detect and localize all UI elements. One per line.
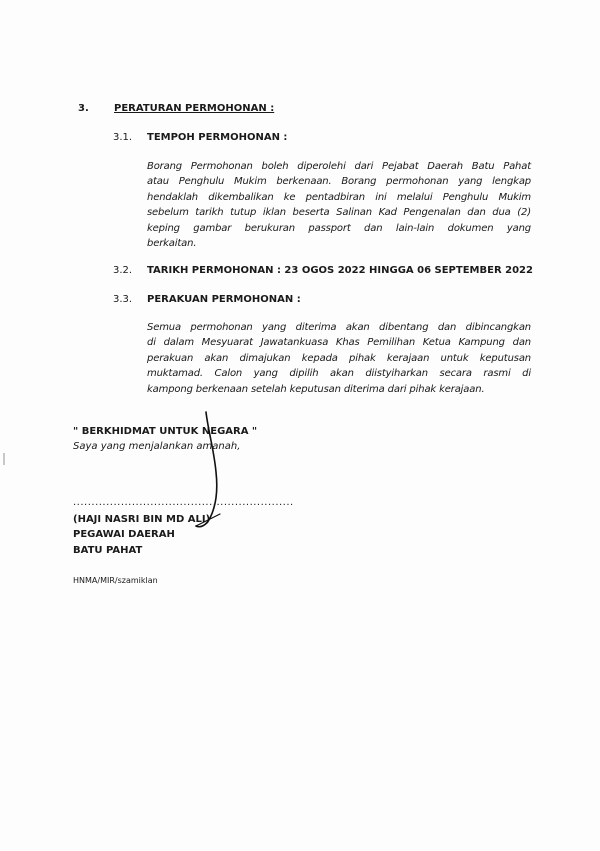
subsection-title-3-2: TARIKH PERMOHONAN : 23 OGOS 2022 HINGGA 06 SEPTEMBER 2022: [147, 265, 533, 276]
slogan: " BERKHIDMAT UNTUK NEGARA ": [73, 426, 258, 437]
scan-edge-mark: [3, 453, 5, 465]
paragraph-line: hendaklah dikembalikan ke pentadbiran ini melalui Penghulu Mukim: [147, 191, 531, 203]
handwritten-signature: [190, 410, 230, 540]
sign-off: Saya yang menjalankan amanah,: [73, 441, 241, 452]
signatory-name: (HAJI NASRI BIN MD ALI): [73, 514, 211, 525]
paragraph-line: atau Penghulu Mukim berkenaan. Borang permohonan yang lengkap: [147, 176, 531, 188]
paragraph-line: muktamad. Calon yang dipilih akan diistyiharkan secara rasmi di: [147, 368, 531, 380]
signatory-title: PEGAWAI DAERAH: [73, 529, 175, 540]
subsection-title-3-1: TEMPOH PERMOHONAN :: [147, 132, 288, 143]
signature-line: ............................................................: [73, 497, 294, 508]
section-number: 3.: [78, 103, 89, 114]
paragraph-line: kampong berkenaan setelah keputusan diterima dari pihak kerajaan.: [147, 383, 485, 395]
reference-code: HNMA/MIR/szamiklan: [73, 576, 158, 585]
paragraph-line: sebelum tarikh tutup iklan beserta Salinan Kad Pengenalan dan dua (2): [147, 207, 531, 219]
paragraph-line: perakuan akan dimajukan kepada pihak kerajaan untuk keputusan: [147, 352, 531, 364]
subsection-number-3-2: 3.2.: [113, 265, 133, 276]
signatory-place: BATU PAHAT: [73, 545, 143, 556]
paragraph-line: keping gambar berukuran passport dan lain-lain dokumen yang: [147, 222, 531, 234]
subsection-title-3-3: PERAKUAN PERMOHONAN :: [147, 294, 301, 305]
subsection-number-3-1: 3.1.: [113, 132, 133, 143]
paragraph-line: di dalam Mesyuarat Jawatankuasa Khas Pemilihan Ketua Kampung dan: [147, 337, 531, 349]
paragraph-3-3: [147, 320, 531, 397]
paragraph-line: Borang Permohonan boleh diperolehi dari Pejabat Daerah Batu Pahat: [147, 161, 531, 172]
section-title: PERATURAN PERMOHONAN :: [114, 103, 275, 114]
paragraph-line: Semua permohonan yang diterima akan dibentang dan dibincangkan: [147, 322, 531, 333]
paragraph-3-1: [147, 159, 531, 251]
paragraph-line: berkaitan.: [147, 238, 197, 250]
subsection-number-3-3: 3.3.: [113, 294, 133, 305]
